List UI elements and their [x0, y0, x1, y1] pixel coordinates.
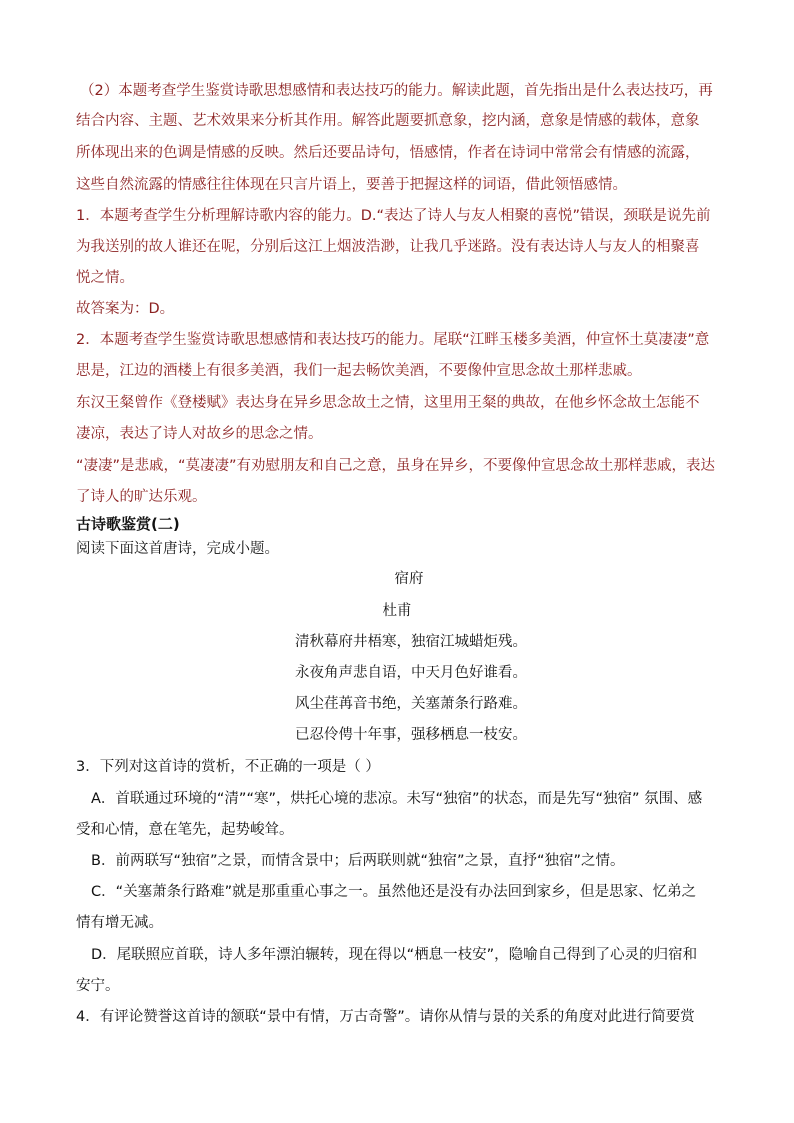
section-heading: 古诗歌鉴赏(二) — [76, 515, 180, 533]
option-c: C．“关塞萧条行路难”就是那重重心事之一。虽然他还是没有办法回到家乡，但是思家、忆弟之 — [91, 884, 697, 900]
answer-line: 1．本题考查学生分析理解诗歌内容的能力。D.“表达了诗人与友人相聚的喜悦”错误，颈联是说先前 — [76, 208, 711, 224]
answer-line: 为我送别的故人谁还在呢，分别后这江上烟波浩渺，让我几乎迷路。没有表达诗人与友人的相聚喜 — [76, 239, 700, 255]
poem-verse: 永夜角声悲自语，中天月色好谁看。 — [295, 665, 527, 681]
answer-line: 结合内容、主题、艺术效果来分析其作用。解答此题要抓意象，挖内涵，意象是情感的载体，意象 — [76, 113, 700, 129]
option-c-cont: 情有增无减。 — [76, 915, 163, 931]
poem-verse: 风尘荏苒音书绝，关塞萧条行路难。 — [295, 696, 527, 712]
option-a: A．首联通过环境的“清”“寒”，烘托心境的悲凉。未写“独宿”的状态，而是先写“独宿” 氛围、感 — [91, 791, 703, 807]
answer-line: 2．本题考查学生鉴赏诗歌思想感情和表达技巧的能力。尾联“江畔玉楼多美酒，仲宣怀土莫凄凄”意 — [76, 332, 710, 348]
answer-line: 东汉王粲曾作《登楼赋》表达身在异乡思念故土之情，这里用王粲的典故，在他乡怀念故土怎能不 — [76, 395, 700, 411]
answer-line: 故答案为：D。 — [76, 301, 175, 317]
poem-verse: 清秋幕府井梧寒，独宿江城蜡炬残。 — [295, 634, 527, 650]
answer-line: 思是，江边的酒楼上有很多美酒，我们一起去畅饮美酒，不要像仲宣思念故土那样悲戚。 — [76, 363, 642, 379]
poem-verse: 已忍伶俜十年事，强移栖息一枝安。 — [295, 727, 527, 743]
poem-author: 杜甫 — [382, 603, 412, 619]
answer-line: 这些自然流露的情感往往体现在只言片语上，要善于把握这样的词语，借此领悟感情。 — [76, 177, 627, 193]
answer-line: 所体现出来的色调是情感的反映。然后还要品诗句，悟感情，作者在诗词中常常会有情感的流露， — [76, 145, 700, 161]
option-d-cont: 安宁。 — [76, 978, 120, 994]
option-b: B．前两联写“独宿”之景，而情含景中；后两联则就“独宿”之景，直抒“独宿”之情。 — [91, 853, 625, 869]
answer-line: “凄凄”是悲戚，“莫凄凄”有劝慰朋友和自己之意，虽身在异乡，不要像仲宣思念故土那样悲戚，表达 — [76, 458, 716, 474]
section-instruction: 阅读下面这首唐诗，完成小题。 — [76, 541, 279, 557]
poem-title: 宿府 — [394, 571, 424, 587]
option-d: D．尾联照应首联，诗人多年漂泊辗转，现在得以“栖息一枝安”，隐喻自己得到了心灵的归宿和 — [91, 947, 698, 963]
question-3: 3．下列对这首诗的赏析，不正确的一项是（ ） — [76, 759, 380, 775]
answer-line: （2）本题考查学生鉴赏诗歌思想感情和表达技巧的能力。解读此题，首先指出是什么表达技巧，再 — [80, 83, 713, 99]
option-a-cont: 受和心情，意在笔先，起势峻耸。 — [76, 822, 294, 838]
answer-line: 凄凉，表达了诗人对故乡的思念之情。 — [76, 426, 323, 442]
answer-line: 悦之情。 — [76, 270, 134, 286]
answer-line: 了诗人的旷达乐观。 — [76, 489, 207, 505]
question-4: 4．有评论赞誉这首诗的颔联“景中有情，万古奇警”。请你从情与景的关系的角度对此进行简要赏 — [76, 1009, 695, 1025]
